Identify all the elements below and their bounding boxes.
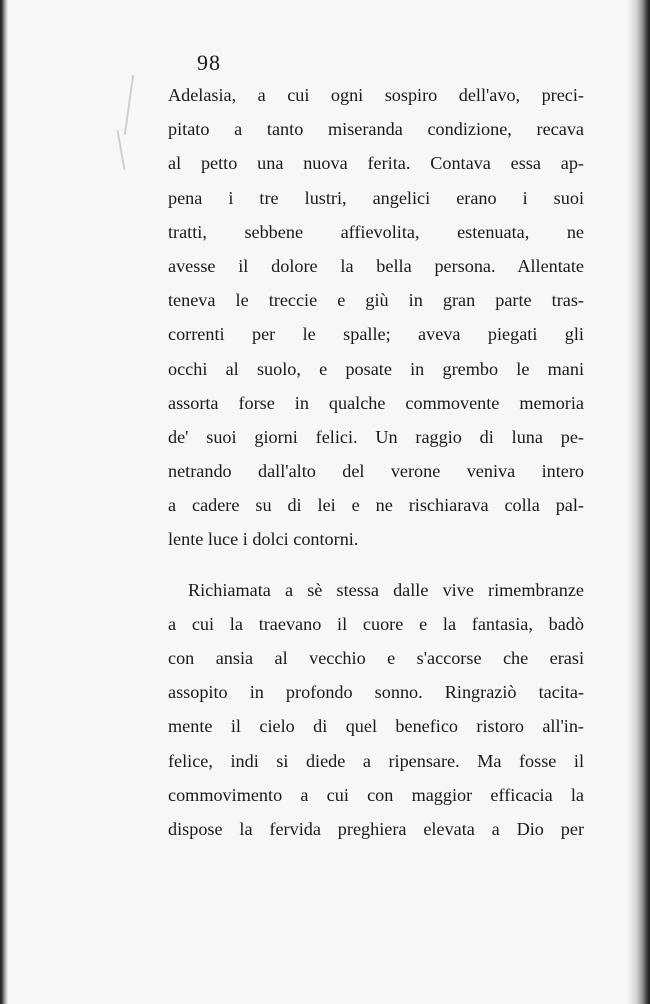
text-line: tratti, sebbene affievolita, estenuata, ne xyxy=(168,221,584,242)
text-line: a cui la traevano il cuore e la fantasia, badò xyxy=(168,613,584,634)
text-line: pena i tre lustri, angelici erano i suoi xyxy=(168,187,584,208)
scan-mark xyxy=(124,75,134,135)
text-line: correnti per le spalle; aveva piegati gli xyxy=(168,324,584,345)
text-line: de' suoi giorni felici. Un raggio di luna pe- xyxy=(168,426,584,447)
text-line: felice, indi si diede a ripensare. Ma fosse il xyxy=(168,750,584,771)
text-line: lente luce i dolci contorni. xyxy=(168,529,359,550)
paragraph xyxy=(168,573,584,847)
text-line: teneva le treccie e giù in gran parte tras- xyxy=(168,290,584,311)
text-line: al petto una nuova ferita. Contava essa ap- xyxy=(168,153,584,174)
paragraph-gap xyxy=(168,557,584,573)
text-line: dispose la fervida preghiera elevata a Dio per xyxy=(168,818,584,839)
page-edge-right xyxy=(628,0,650,1004)
paragraph xyxy=(168,78,584,557)
text-line: con ansia al vecchio e s'accorse che erasi xyxy=(168,648,584,668)
text-line: pitato a tanto miseranda condizione, recava xyxy=(168,119,584,140)
scan-mark xyxy=(117,130,126,170)
binding-edge xyxy=(0,0,8,1004)
text-line: assorta forse in qualche commovente memoria xyxy=(168,392,584,413)
text-line: Richiamata a sè stessa dalle vive rimembranze xyxy=(188,579,584,600)
text-line: a cadere su di lei e ne rischiarava colla pal- xyxy=(168,495,584,516)
text-line: netrando dall'alto del verone veniva intero xyxy=(168,461,584,482)
body-text xyxy=(168,78,584,846)
page-number: 98 xyxy=(197,50,221,75)
text-line: Adelasia, a cui ogni sospiro dell'avo, preci- xyxy=(168,85,584,105)
text-line: mente il cielo di quel benefico ristoro all'in- xyxy=(168,716,584,737)
text-line: assopito in profondo sonno. Ringraziò tacita- xyxy=(168,682,584,703)
text-line: occhi al suolo, e posate in grembo le mani xyxy=(168,358,584,379)
text-line: commovimento a cui con maggior efficacia la xyxy=(168,784,584,805)
text-line: avesse il dolore la bella persona. Allentate xyxy=(168,255,584,276)
